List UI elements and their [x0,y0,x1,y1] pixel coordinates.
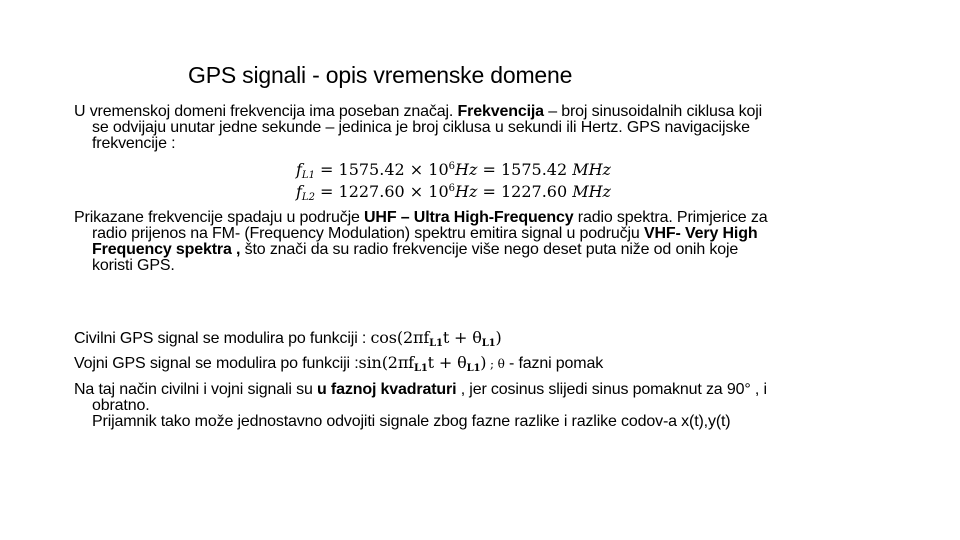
text: radio prijenos na FM- (Frequency Modulation) spektru emitira signal u području [92,225,644,242]
eq-text: = 1575.42 [477,160,573,179]
paragraph-civil [74,330,502,352]
formula-part: t + θ [427,353,467,372]
paragraph-line [74,242,767,258]
formula-part: ; θ [486,357,505,371]
eq-subscript: L1 [301,170,315,181]
eq-symbol: f [296,182,302,201]
slide-title: GPS signali - opis vremenske domene [188,62,573,88]
paragraph-line [74,104,762,120]
formula-subscript: L1 [466,363,481,374]
text: Vojni GPS signal se modulira po funkciji : [74,355,359,372]
eq-unit: Hz [455,160,478,179]
eq-text: = 1227.60 × 10 [314,182,449,201]
text: Na taj način civilni i vojni signali su [74,381,318,398]
eq-exponent: 6 [448,161,455,172]
eq-unit: MHz [572,160,611,179]
formula-part: ) [480,353,487,372]
eq-subscript: L2 [301,192,315,203]
formula-part: cos(2πf [370,328,430,347]
paragraph-line: koristi GPS. [92,257,175,274]
formula-subscript: L1 [413,363,428,374]
bold-term: UHF – Ultra High-Frequency [364,209,578,226]
eq-symbol: f [296,160,302,179]
eq-text: = 1227.60 [477,182,573,201]
eq-text: = 1575.42 × 10 [314,160,449,179]
text: - fazni pomak [504,355,604,372]
paragraph-military [74,355,603,377]
text: Civilni GPS signal se modulira po funkciji : [74,330,371,347]
paragraph-line [74,382,767,398]
paragraph-line: Prijamnik tako može jednostavno odvojiti signale zbog fazne razlike i razlike codov-a x(t),y(t) [92,413,731,430]
formula-part: ) [495,328,502,347]
eq-unit: MHz [572,182,611,201]
bold-term: Frekvencija [457,103,544,120]
equation-l2 [296,180,611,207]
eq-exponent: 6 [448,183,455,194]
paragraph-line: frekvencije : [92,135,176,152]
formula-cos [371,328,502,347]
text: – broj sinusoidalnih ciklusa koji [543,103,763,120]
paragraph-line [74,226,767,242]
eq-unit: Hz [455,182,478,201]
paragraph-line: obratno. [92,397,150,414]
bold-term: Frequency spektra , [92,241,241,258]
text: Prikazane frekvencije spadaju u područje [74,209,365,226]
paragraph-uhf [74,210,767,274]
paragraph-line: se odvijaju unutar jedne sekunde – jedinica je broj ciklusa u sekundi ili Hertz. GPS navigacijske [92,119,750,136]
formula-part: t + θ [442,328,482,347]
paragraph-line [74,210,767,226]
text: radio spektra. Primjerice za [577,209,768,226]
formula-sin [359,353,505,372]
paragraph-frequency [74,104,762,152]
bold-term: u faznoj kvadraturi [317,381,457,398]
formula-subscript: L1 [429,338,443,349]
text: što znači da su radio frekvencije više nego deset puta niže od onih koje [240,241,739,258]
formula-subscript: L1 [481,338,496,349]
text: U vremenskoj domeni frekvencija ima poseban značaj. [74,103,458,120]
formula-part: sin(2πf [358,353,414,372]
bold-term: VHF- Very High [643,225,758,242]
paragraph-quadrature [74,382,767,430]
text: , jer cosinus slijedi sinus pomaknut za 90° , i [456,381,767,398]
